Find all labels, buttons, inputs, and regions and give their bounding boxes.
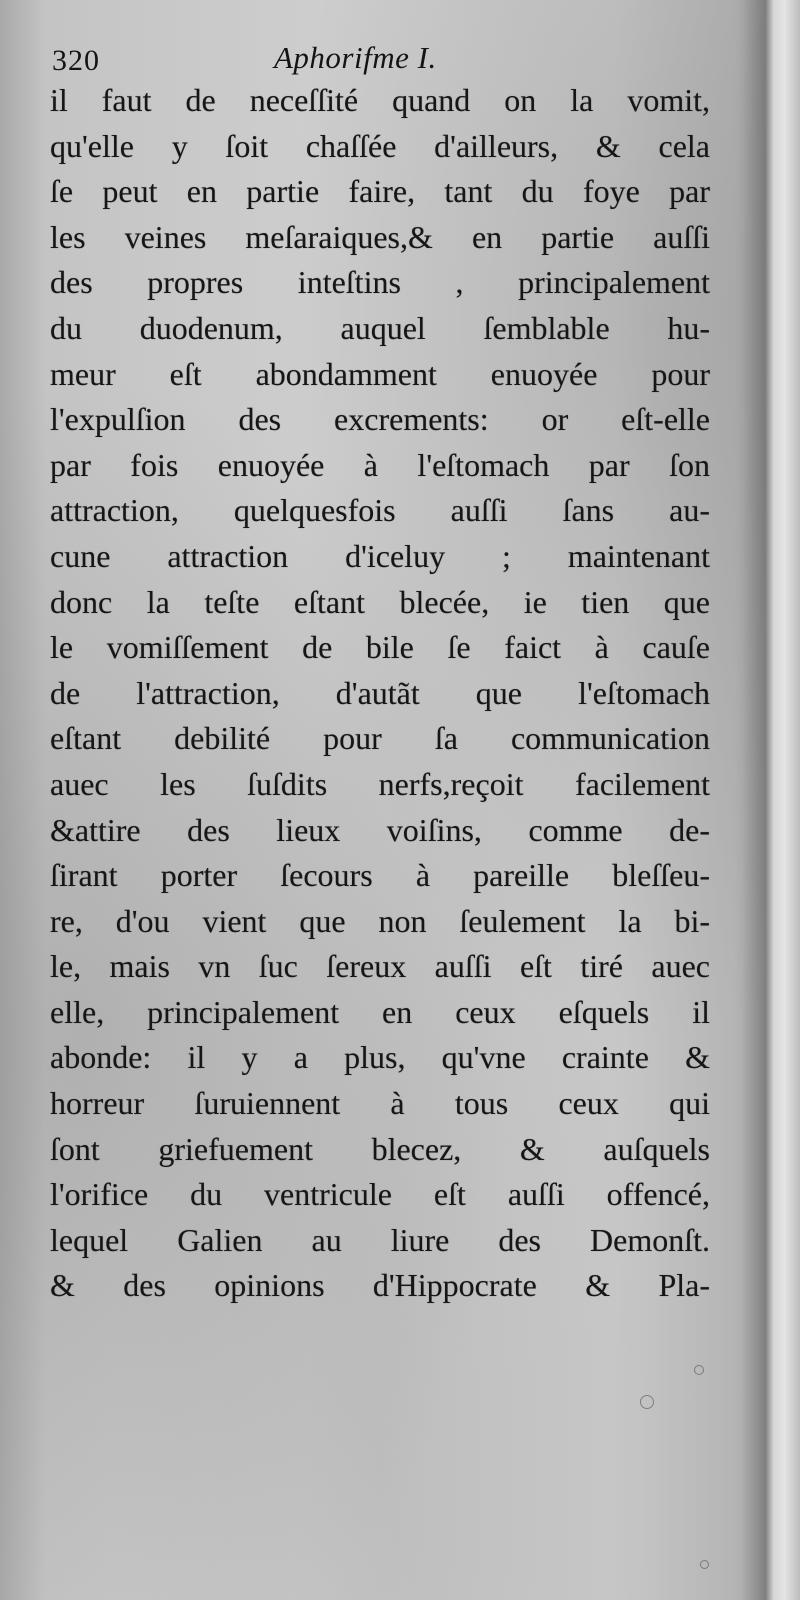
text-line: ſirant porter ſecours à pareille bleſſeu- <box>50 857 710 894</box>
text-line: elle, principalement en ceux eſquels il <box>50 993 710 1030</box>
text-line: eſtant debilité pour ſa communication <box>50 720 710 757</box>
text-line: l'expulſion des excrements: or eſt-elle <box>50 401 710 438</box>
page-number: 320 <box>52 44 100 77</box>
text-line: attraction, quelquesfois auſſi ſans au- <box>50 492 710 529</box>
text-line: re, d'ou vient que non ſeulement la bi- <box>50 902 710 939</box>
text-line: le vomiſſement de bile ſe faict à cauſe <box>50 629 710 666</box>
text-line: qu'elle y ſoit chaſſée d'ailleurs, & cela <box>50 127 710 164</box>
text-line: l'orifice du ventricule eſt auſſi offencé, <box>50 1176 710 1213</box>
text-line: il faut de neceſſité quand on la vomit, <box>50 82 710 118</box>
text-line: donc la teſte eſtant blecée, ie tien que <box>50 583 710 620</box>
paper-speck <box>694 1365 704 1375</box>
text-line: du duodenum, auquel ſemblable hu- <box>50 309 710 346</box>
text-line: &attire des lieux voiſins, comme de- <box>50 811 710 848</box>
text-line: le, mais vn ſuc ſereux auſſi eſt tiré auec <box>50 948 710 985</box>
running-title: Aphorifme I. <box>274 40 437 75</box>
text-line: meur eſt abondamment enuoyée pour <box>50 355 710 392</box>
text-line: horreur ſuruiennent à tous ceux qui <box>50 1085 710 1122</box>
paper-speck <box>700 1560 709 1569</box>
text-line: & des opinions d'Hippocrate & Pla- <box>50 1267 710 1304</box>
body-text <box>50 78 710 1309</box>
text-line: des propres inteſtins , principalement <box>50 264 710 301</box>
page-edge <box>765 0 800 1600</box>
text-line: ſont griefuement blecez, & auſquels <box>50 1130 710 1167</box>
text-line: ſe peut en partie faire, tant du foye par <box>50 173 710 210</box>
page-header <box>52 38 712 78</box>
text-line: abonde: il y a plus, qu'vne crainte & <box>50 1039 710 1076</box>
text-line: de l'attraction, d'autãt que l'eſtomach <box>50 674 710 711</box>
text-line: cune attraction d'iceluy ; maintenant <box>50 537 710 574</box>
text-line: les veines meſaraiques,& en partie auſſi <box>50 218 710 255</box>
text-line: par fois enuoyée à l'eſtomach par ſon <box>50 446 710 483</box>
text-line: lequel Galien au liure des Demonſt. <box>50 1221 710 1258</box>
text-line: auec les ſuſdits nerfs,reçoit facilement <box>50 765 710 802</box>
paper-speck <box>640 1395 654 1409</box>
